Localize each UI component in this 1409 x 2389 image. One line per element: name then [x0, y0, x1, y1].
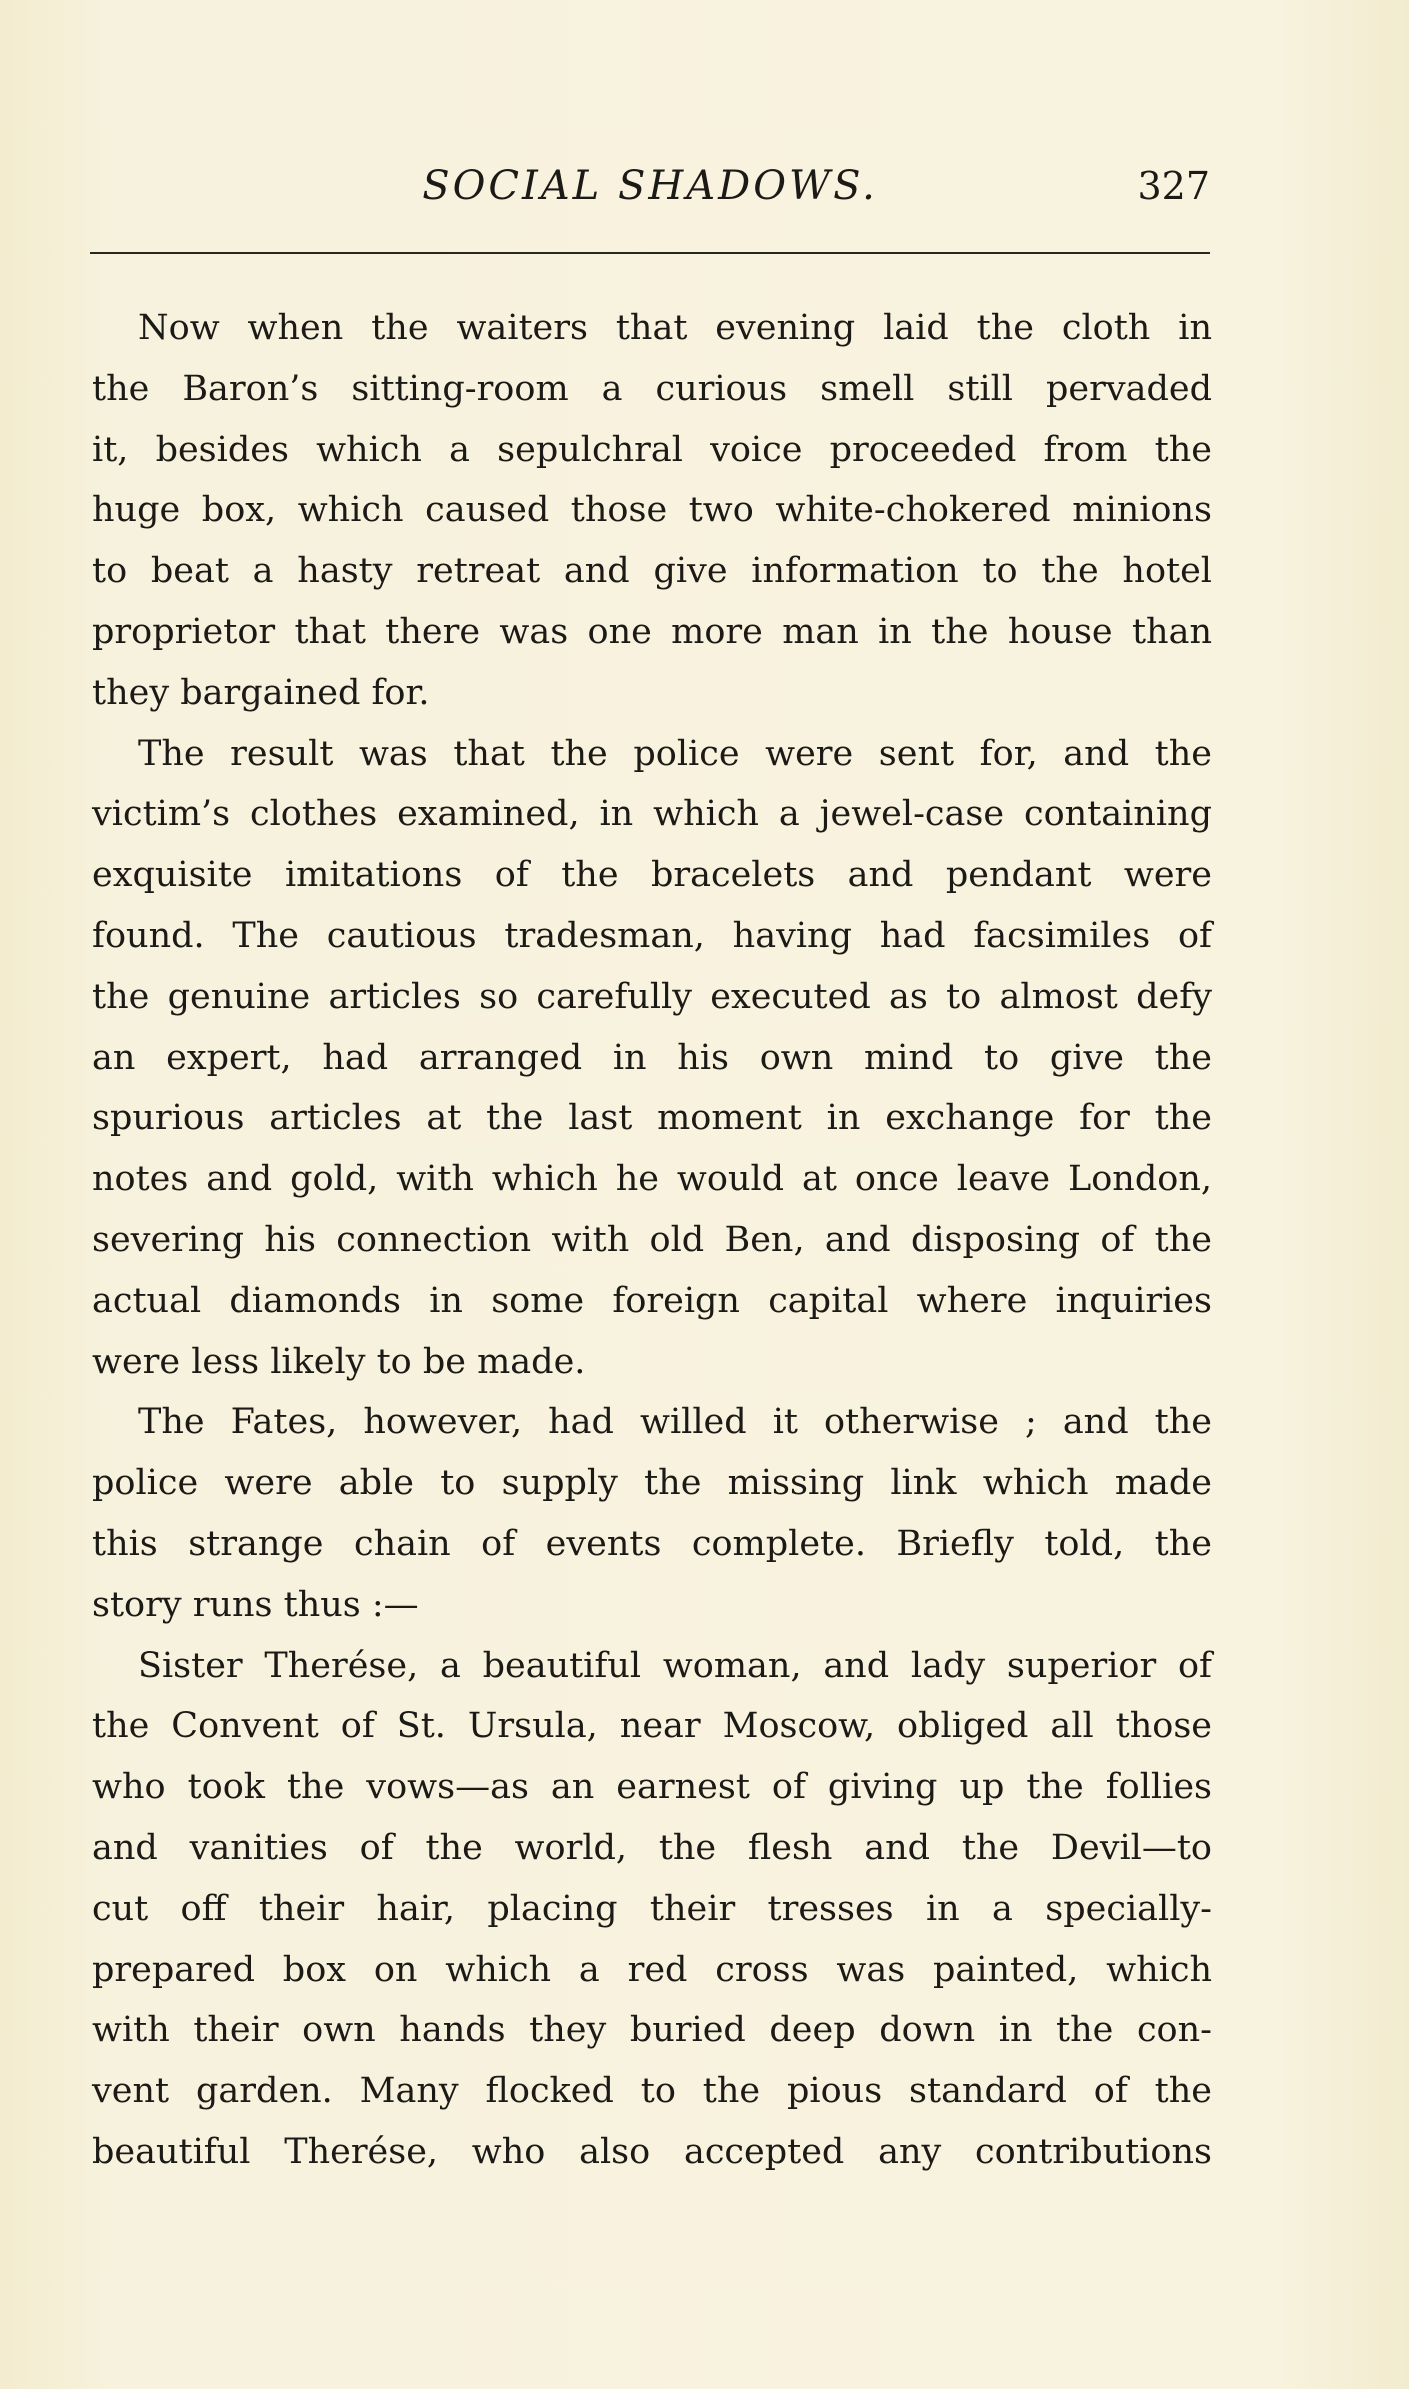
text-line: exquisite imitations of the bracelets and pendant were [92, 855, 1212, 896]
paragraph-4 [92, 1636, 1212, 2183]
text-line: they bargained for. [92, 672, 430, 713]
text-line: police were able to supply the missing link which made [92, 1463, 1212, 1504]
text-line: the Convent of St. Ursula, near Moscow, obliged all those [92, 1706, 1212, 1747]
paragraph-1 [92, 298, 1212, 724]
text-line: vent garden. Many flocked to the pious standard of the [92, 2071, 1212, 2112]
text-line: with their own hands they buried deep down in the con- [92, 2010, 1212, 2051]
text-line: Now when the waiters that evening laid the cloth in [138, 308, 1212, 348]
text-line: prepared box on which a red cross was painted, which [92, 1949, 1212, 1990]
text-line: proprietor that there was one more man in the house than [92, 611, 1212, 652]
text-line: cut off their hair, placing their tresses in a specially- [92, 1888, 1212, 1929]
text-line: notes and gold, with which he would at once leave London, [92, 1159, 1212, 1200]
text-line: The result was that the police were sent for, and the [138, 733, 1212, 774]
running-head [90, 160, 1210, 212]
body-text [92, 298, 1212, 2183]
text-line: it, besides which a sepulchral voice proceeded from the [92, 429, 1212, 470]
text-line: and vanities of the world, the flesh and the Devil—to [92, 1827, 1212, 1868]
text-line: huge box, which caused those two white-chokered minions [92, 490, 1212, 531]
header-rule [90, 252, 1210, 254]
text-line: severing his connection with old Ben, and disposing of the [92, 1219, 1212, 1260]
text-line: story runs thus :— [92, 1584, 419, 1625]
paragraph-2 [92, 724, 1212, 1393]
text-line: who took the vows—as an earnest of giving up the follies [92, 1767, 1212, 1808]
running-title: SOCIAL SHADOWS. [422, 163, 878, 209]
paragraph-3 [92, 1392, 1212, 1635]
text-line: found. The cautious tradesman, having had facsimiles of [92, 915, 1212, 956]
text-line: the genuine articles so carefully executed as to almost defy [92, 976, 1212, 1017]
text-line: The Fates, however, had willed it otherwise ; and the [138, 1402, 1212, 1443]
page-number: 327 [1137, 164, 1210, 208]
text-line: this strange chain of events complete. Briefly told, the [92, 1523, 1212, 1564]
text-line: Sister Therése, a beautiful woman, and lady superior of [138, 1645, 1212, 1686]
text-line: an expert, had arranged in his own mind to give the [92, 1037, 1212, 1078]
text-line: were less likely to be made. [92, 1341, 586, 1382]
text-line: the Baron’s sitting-room a curious smell still pervaded [92, 368, 1212, 409]
text-line: beautiful Therése, who also accepted any contributions [92, 2131, 1212, 2172]
text-line: actual diamonds in some foreign capital where inquiries [92, 1280, 1212, 1321]
text-line: spurious articles at the last moment in exchange for the [92, 1098, 1212, 1139]
text-line: victim’s clothes examined, in which a jewel-case containing [92, 794, 1212, 835]
text-line: to beat a hasty retreat and give information to the hotel [92, 551, 1212, 592]
